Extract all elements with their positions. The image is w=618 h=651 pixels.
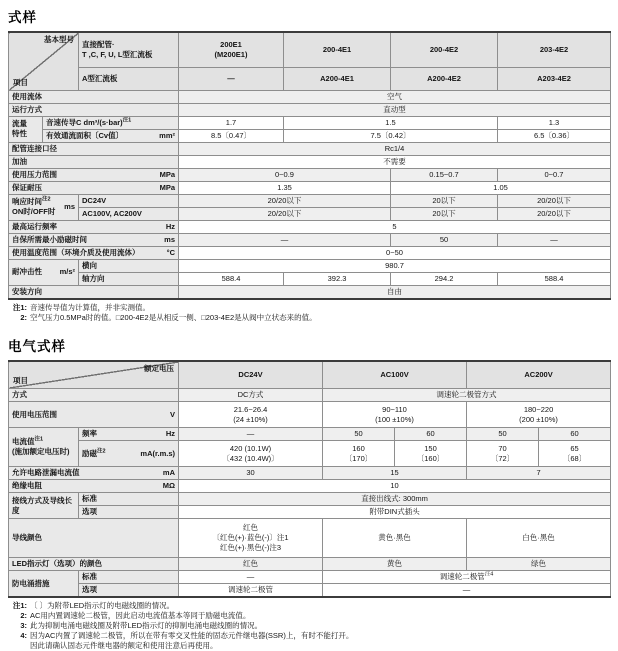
- row-label-cell: 保证耐压 MPa: [9, 181, 179, 194]
- data-cell: 588.4: [498, 272, 611, 285]
- row-label-cell: 允许电路泄漏电流值 mA: [9, 467, 179, 480]
- diagonal-top-right-label: 额定电压: [144, 363, 175, 373]
- data-cell: 红色 〔红色(+)·蓝色(-)〕注1 红色(+)·黑色(-)注3: [179, 519, 323, 558]
- table-row: [9, 480, 611, 493]
- data-cell: 直接出线式: 300mm: [179, 493, 611, 506]
- row-label-cell: 使用流体: [9, 90, 179, 103]
- note-reference: 注1: [122, 117, 132, 123]
- diagonal-top-right-label: 基本型号: [44, 35, 74, 44]
- data-cell: —: [179, 428, 323, 441]
- data-cell: 调速轮二极管$^{注4}$: [323, 571, 611, 584]
- row-group-label-cell: 防电涌措施: [9, 571, 79, 598]
- row-sublabel-cell: DC24V: [79, 194, 179, 207]
- data-cell: 8.5〔0.47〕: [179, 129, 284, 142]
- row-sublabel-cell: 选项: [79, 506, 179, 519]
- row-group-label-cell: 耐冲击性 m/s²: [9, 259, 79, 285]
- unit-label: °C: [166, 247, 175, 257]
- row-group-label-cell: 电流值$^{注1}$ (施加额定电压时): [9, 428, 79, 467]
- data-cell: 7.5〔0.42〕: [284, 129, 498, 142]
- unit-label: MΩ: [162, 481, 176, 490]
- unit-label: mm²: [159, 130, 175, 140]
- data-cell: 90~110 (100 ±10%): [323, 402, 467, 428]
- column-header-cell: 200-4E2: [391, 32, 498, 67]
- data-cell: 60: [395, 428, 467, 441]
- data-cell: 绿色: [467, 558, 611, 571]
- column-header-cell: DC24V: [179, 361, 323, 389]
- row-sublabel-cell: 励磁$^{注2}$ mA(r.m.s): [79, 441, 179, 467]
- note-text: 〔 〕为附带LED指示灯的电磁线圈的情况。: [30, 601, 175, 610]
- table-row: [9, 558, 611, 571]
- unit-label: MPa: [159, 182, 175, 192]
- table-row: [9, 103, 611, 116]
- table-row: [9, 168, 611, 181]
- table-row: [9, 441, 611, 467]
- data-cell: —: [323, 584, 611, 598]
- row-label-cell: 使用电压范围 V: [9, 402, 179, 428]
- data-cell: 黄色: [323, 558, 467, 571]
- unit-label: mA(r.m.s): [140, 448, 176, 458]
- note-text: AC用内置调速轮二极管，因此启动电流值基本等同于励磁电流值。: [30, 611, 251, 620]
- data-cell: 0~50: [179, 246, 611, 259]
- unit-label: ms: [164, 234, 175, 244]
- unit-label: mA: [162, 468, 176, 477]
- table-row: [9, 207, 611, 220]
- table-row: [9, 493, 611, 506]
- row-sublabel-cell: AC100V, AC200V: [79, 207, 179, 220]
- data-cell: 420 (10.1W) 〔432 (10.4W)〕: [179, 441, 323, 467]
- data-cell: 5: [179, 220, 611, 233]
- row-sublabel-cell: 有效通流面积〔Cv值〕 mm²: [43, 129, 179, 142]
- row-label-cell: 自保所需最小励磁时间 ms: [9, 233, 179, 246]
- data-cell: 20/20以下: [498, 207, 611, 220]
- table-row: [9, 233, 611, 246]
- corner-diagonal-cell: [9, 361, 179, 389]
- unit-label: V: [170, 409, 176, 419]
- diagonal-bottom-left-label: 项目: [13, 77, 28, 87]
- data-cell: 294.2: [391, 272, 498, 285]
- row-group-label-cell: 接线方式及导线长度: [9, 493, 79, 519]
- column-header-cell: AC200V: [467, 361, 611, 389]
- table-row: [9, 194, 611, 207]
- row-sublabel-cell: 横向: [79, 259, 179, 272]
- table-row: [9, 584, 611, 598]
- column-header-cell: A200-4E2: [391, 67, 498, 90]
- data-cell: 红色: [179, 558, 323, 571]
- row-label-cell: 安装方向: [9, 285, 179, 299]
- note-number: 2:: [20, 312, 27, 322]
- note-number: 3:: [20, 621, 27, 630]
- electrical-notes: [10, 601, 610, 651]
- note-text: 音速传导值为计算值，并非实测值。: [30, 302, 150, 312]
- table-row: [9, 389, 611, 402]
- specs-table: [8, 31, 611, 300]
- note-line: [10, 641, 610, 651]
- table-row: [9, 67, 611, 90]
- note-reference: 注2: [97, 448, 106, 454]
- corner-diagonal-cell: [9, 32, 79, 90]
- data-cell: Rc1/4: [179, 142, 611, 155]
- row-sublabel-cell: 标准: [79, 493, 179, 506]
- table-row: [9, 571, 611, 584]
- data-cell: 60: [539, 428, 611, 441]
- note-number: 2:: [20, 611, 27, 620]
- data-cell: —: [179, 233, 391, 246]
- table-row: [9, 220, 611, 233]
- data-cell: 6.5〔0.36〕: [498, 129, 611, 142]
- note-reference: 注2: [42, 196, 51, 203]
- unit-label: Hz: [165, 429, 176, 438]
- data-cell: DC方式: [179, 389, 323, 402]
- table-row: [9, 181, 611, 194]
- data-cell: 50: [467, 428, 539, 441]
- data-cell: 50: [391, 233, 498, 246]
- row-label-cell: 最高运行频率 Hz: [9, 220, 179, 233]
- row-label-cell: 绝缘电阻 MΩ: [9, 480, 179, 493]
- note-reference: 注1: [34, 436, 44, 443]
- table-row: [9, 129, 611, 142]
- row-sublabel-cell: 轴方向: [79, 272, 179, 285]
- data-cell: 调速轮二极管: [179, 584, 323, 598]
- table-row: [9, 32, 611, 67]
- specs-table-container: [8, 31, 610, 300]
- data-cell: 70 〔72〕: [467, 441, 539, 467]
- row-group-label-cell: 响应时间$^{注2}$ ON时/OFF时 ms: [9, 194, 79, 220]
- table-row: [9, 285, 611, 299]
- data-cell: 15: [323, 467, 467, 480]
- row-sublabel-cell: 频率 Hz: [79, 428, 179, 441]
- table-row: [9, 519, 611, 558]
- note-number: 注1:: [12, 601, 27, 610]
- data-cell: 0.15~0.7: [391, 168, 498, 181]
- data-cell: 21.6~26.4 (24 ±10%): [179, 402, 323, 428]
- data-cell: 附带DIN式插头: [179, 506, 611, 519]
- diagonal-bottom-left-label: 项目: [13, 376, 28, 385]
- data-cell: 0~0.7: [498, 168, 611, 181]
- note-line: [10, 303, 610, 313]
- data-cell: 180~220 (200 ±10%): [467, 402, 611, 428]
- section-title-electric: 电气式样: [8, 338, 66, 354]
- column-header-cell: A203-4E2: [498, 67, 611, 90]
- data-cell: 1.7: [179, 116, 284, 129]
- specs-notes: [10, 303, 610, 323]
- note-text: 因为AC内置了调速轮二极管，所以在带有零交叉性能的固态元件继电器(SSR)上，有时不能打开。: [30, 631, 354, 640]
- column-header-cell: AC100V: [323, 361, 467, 389]
- data-cell: 980.7: [179, 259, 611, 272]
- data-cell: 65 〔68〕: [539, 441, 611, 467]
- note-line: [10, 621, 610, 631]
- note-line: [10, 631, 610, 641]
- column-header-cell: A型汇流板: [79, 67, 179, 90]
- row-sublabel-cell: 标准: [79, 571, 179, 584]
- data-cell: 0~0.9: [179, 168, 391, 181]
- table-row: [9, 246, 611, 259]
- table-row: [9, 402, 611, 428]
- data-cell: 50: [323, 428, 395, 441]
- column-header-cell: A200-4E1: [284, 67, 391, 90]
- row-label-cell: 使用温度范围（环境介质及使用流体） °C: [9, 246, 179, 259]
- data-cell: 1.3: [498, 116, 611, 129]
- unit-label: Hz: [165, 221, 175, 231]
- data-cell: 黄色·黑色: [323, 519, 467, 558]
- data-cell: 1.05: [391, 181, 611, 194]
- note-number: [10, 641, 30, 651]
- table-row: [9, 467, 611, 480]
- row-label-cell: 配管连接口径: [9, 142, 179, 155]
- note-reference: 注4: [484, 571, 494, 578]
- data-cell: 1.5: [284, 116, 498, 129]
- unit-label: ms: [64, 202, 75, 211]
- note-number: 注1:: [12, 302, 27, 312]
- row-label-cell: 导线颜色: [9, 519, 179, 558]
- row-label-cell: 使用压力范围 MPa: [9, 168, 179, 181]
- section-title-specs: 式样: [8, 10, 37, 25]
- electrical-table-container: [8, 360, 610, 599]
- table-row: [9, 361, 611, 389]
- note-number: 4:: [20, 631, 27, 640]
- column-header-cell: 200E1 (M200E1): [179, 32, 284, 67]
- unit-label: m/s²: [59, 267, 75, 276]
- row-label-cell: 方式: [9, 389, 179, 402]
- data-cell: 7: [467, 467, 611, 480]
- data-cell: —: [498, 233, 611, 246]
- data-cell: 30: [179, 467, 323, 480]
- column-header-cell: 203-4E2: [498, 32, 611, 67]
- data-cell: 392.3: [284, 272, 391, 285]
- note-text: 此为抑制电涌电磁线圈及附带LED指示灯的抑制电涌电磁线圈的情况。: [30, 621, 263, 630]
- data-cell: 588.4: [179, 272, 284, 285]
- column-header-cell: 直接配管· T ,C, F, U, L型汇流板: [79, 32, 179, 67]
- table-row: [9, 428, 611, 441]
- table-row: [9, 155, 611, 168]
- data-cell: 20/20以下: [179, 207, 391, 220]
- row-sublabel-cell: 音速传导C dm³/(s·bar)$^{注1}$: [43, 116, 179, 129]
- row-group-label-cell: 流量 特性: [9, 116, 43, 142]
- data-cell: 不需要: [179, 155, 611, 168]
- row-label-cell: 加油: [9, 155, 179, 168]
- row-label-cell: 运行方式: [9, 103, 179, 116]
- data-cell: 20/20以下: [498, 194, 611, 207]
- data-cell: 150 〔160〕: [395, 441, 467, 467]
- table-row: [9, 142, 611, 155]
- data-cell: 20/20以下: [179, 194, 391, 207]
- note-text: 空气压力0.5MPa时的值。□200-4E2是从相反一侧、□203-4E2是从阀中立状态来的值。: [30, 312, 317, 322]
- data-cell: 10: [179, 480, 611, 493]
- data-cell: 自由: [179, 285, 611, 299]
- note-line: [10, 611, 610, 621]
- note-line: [10, 601, 610, 611]
- data-cell: —: [179, 571, 323, 584]
- data-cell: 空气: [179, 90, 611, 103]
- table-row: [9, 116, 611, 129]
- data-cell: 直动型: [179, 103, 611, 116]
- data-cell: 1.35: [179, 181, 391, 194]
- table-row: [9, 90, 611, 103]
- electrical-specs-table: [8, 360, 611, 599]
- unit-label: MPa: [159, 169, 175, 179]
- row-sublabel-cell: 选项: [79, 584, 179, 598]
- row-label-cell: LED指示灯（选项）的颜色: [9, 558, 179, 571]
- note-line: [10, 313, 610, 323]
- data-cell: 调速轮二极管方式: [323, 389, 611, 402]
- data-cell: 白色·黑色: [467, 519, 611, 558]
- data-cell: 160 〔170〕: [323, 441, 395, 467]
- note-text: 因此请确认固态元件继电器的额定和使用注意后再使用。: [30, 641, 218, 650]
- column-header-cell: 200-4E1: [284, 32, 391, 67]
- column-header-cell: —: [179, 67, 284, 90]
- table-row: [9, 259, 611, 272]
- data-cell: 20以下: [391, 194, 498, 207]
- data-cell: 20以下: [391, 207, 498, 220]
- table-row: [9, 506, 611, 519]
- table-row: [9, 272, 611, 285]
